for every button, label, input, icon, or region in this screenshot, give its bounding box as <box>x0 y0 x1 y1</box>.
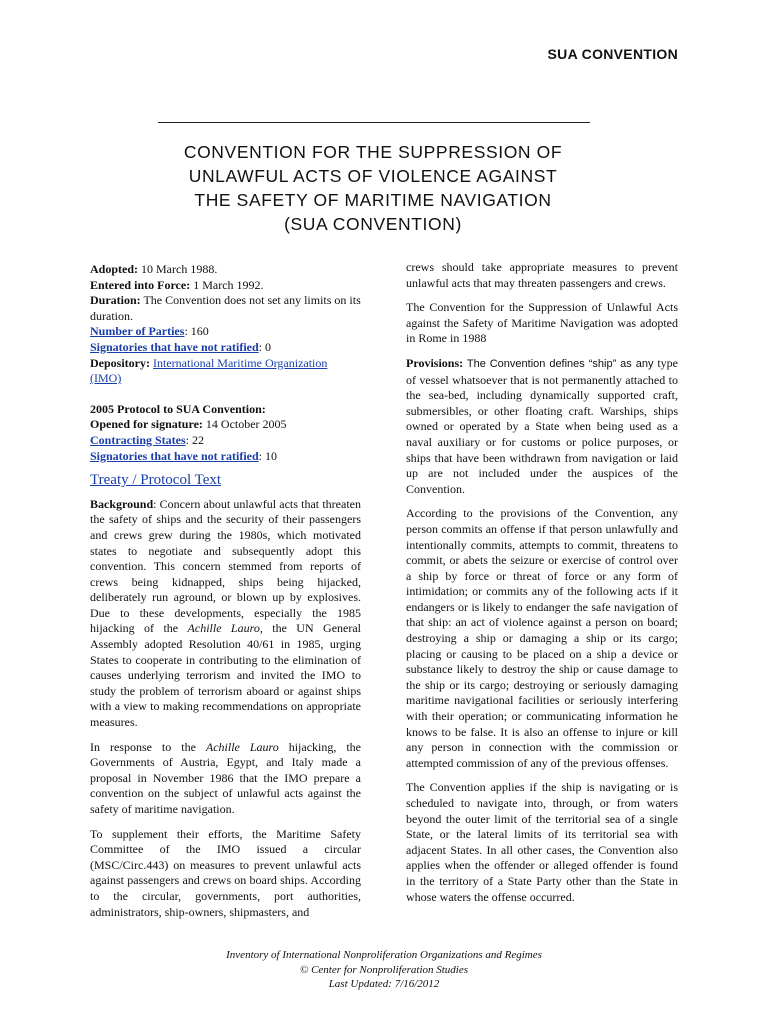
opened-value: 14 October 2005 <box>202 417 287 432</box>
protocol-signatories-row <box>90 449 361 465</box>
left-column <box>90 262 361 929</box>
achille-lauro-1: Achille Lauro <box>187 621 260 636</box>
offense-paragraph: According to the provisions of the Convention, any person commits an offense if that person unlawfully and intentionally commits, attempts to commit, threatens to commit, or abets the seizure or exercise of control over a ship by force or threat of force or any form of intimidation; or commits any of the following acts if it endangers or is likely to endanger the safe navigation of that ship: an act of violence against a person on board; destroying a ship or damaging a ship or its cargo; placing or causing to be placed on a ship a device or substance likely to destroy the ship or cause damage to the ship or its cargo; destroying or seriously damaging maritime navigational facilities or seriously interfering with their operation; or communicating information he knows to be false. It is also an offense to injure or kill any person in connection with the commission or attempted commission of any of the previous offenses. <box>406 506 678 770</box>
right-column <box>406 260 678 914</box>
signatories-value: : 0 <box>258 339 271 354</box>
provisions-text: type of vessel whatsoever that is not permanently attached to the sea-bed, including dynamically supported craft, submersibles, or other floating craft. Warships, ships owned or operated by a State when being used as a naval auxiliary or for customs or police purposes, or ships that have been withdrawn from navigation or laid up are not included under the auspices of the Convention. <box>406 355 678 496</box>
title-line-2: UNLAWFUL ACTS OF VIOLENCE AGAINST <box>188 166 558 186</box>
depository-row <box>90 356 361 387</box>
entered-row <box>90 278 361 294</box>
achille-lauro-2: Achille Lauro <box>205 739 279 754</box>
background-paragraph <box>90 497 361 731</box>
supplement-paragraph: To supplement their efforts, the Maritime Safety Committee of the IMO issued a circular (MSC/Circ.443) on measures to prevent unlawful acts against passengers and crews on board ships. According to the circular, governments, port authorities, administrators, ship-owners, shipmasters, and <box>90 826 361 919</box>
background-text-1: : Concern about unlawful acts that threaten the safety of ships and the security of their passengers and crews grew during the 1980s, which motivated states to negotiate and subsequently adopt this convention. This concern stemmed from reports of crews being kidnapped, ships being hijacked, deliberately run aground, or blown up by explosives. Due to these developments, especially the 1985 hijacking of the <box>90 496 361 636</box>
opened-row <box>90 417 361 433</box>
duration-label: Duration: <box>90 293 141 308</box>
title-line-3: THE SAFETY OF MARITIME NAVIGATION <box>194 190 552 210</box>
adopted-row <box>90 262 361 278</box>
footer-line-3: Last Updated: 7/16/2012 <box>328 978 440 991</box>
continuation-paragraph: crews should take appropriate measures to prevent unlawful acts that may threaten passengers and crews. <box>406 260 678 290</box>
entered-value: 1 March 1992. <box>190 277 264 292</box>
running-header: SUA CONVENTION <box>547 46 678 62</box>
treaty-text-link[interactable]: Treaty / Protocol Text <box>90 472 222 489</box>
adopted-value: 10 March 1988. <box>138 262 218 276</box>
applies-paragraph: The Convention applies if the ship is navigating or is scheduled to navigate into, through, or from waters beyond the outer limit of the territorial sea of a single State, or the lateral limits of its territorial sea with adjacent States. In all other cases, the Convention also applies when the offender or alleged offender is found in the territory of a State Party other than the State in whose waters the offense occurred. <box>406 780 678 904</box>
protocol-signatories-value: : 10 <box>258 448 277 463</box>
signatories-row <box>90 340 361 356</box>
protocol-signatories-link[interactable]: Signatories that have not ratified <box>90 448 259 463</box>
provisions-paragraph <box>406 356 678 497</box>
provisions-lead: The Convention defines “ship” as any <box>463 357 654 370</box>
adopted-rome-paragraph: The Convention for the Suppression of Unlawful Acts against the Safety of Maritime Navigation was adopted in Rome in 1988 <box>406 300 678 346</box>
response-text-1: In response to the <box>90 739 206 754</box>
response-text-2: hijacking, the Governments of Austria, Egypt, and Italy made a proposal in November 1986 that the IMO prepare a convention on the subject of unlawful acts against the safety of maritime navigation. <box>90 739 361 816</box>
protocol-heading-text: 2005 Protocol to SUA Convention: <box>90 401 266 416</box>
title-rule <box>158 122 590 123</box>
page-footer <box>0 948 768 992</box>
contracting-value: : 22 <box>185 432 204 447</box>
background-label: Background <box>90 496 154 511</box>
number-of-parties-link[interactable]: Number of Parties <box>90 324 185 339</box>
response-paragraph <box>90 740 361 818</box>
adopted-label: Adopted: <box>90 262 139 276</box>
title-line-4: (SUA CONVENTION) <box>284 214 462 234</box>
depository-label: Depository: <box>90 355 150 370</box>
footer-line-2: © Center for Nonproliferation Studies <box>299 963 469 976</box>
depository-link[interactable]: International Maritime Organization (IMO) <box>90 355 328 386</box>
entered-label: Entered into Force: <box>90 277 191 292</box>
document-title <box>150 140 596 236</box>
parties-value: : 160 <box>184 324 209 339</box>
signatories-link[interactable]: Signatories that have not ratified <box>90 339 259 354</box>
protocol-heading <box>90 402 361 418</box>
contracting-row <box>90 433 361 449</box>
duration-value: The Convention does not set any limits on its duration. <box>90 293 361 323</box>
duration-row <box>90 293 361 324</box>
footer-line-1: Inventory of International Nonproliferation Organizations and Regimes <box>226 949 542 961</box>
provisions-label: Provisions: <box>406 355 464 370</box>
title-line-1: CONVENTION FOR THE SUPPRESSION OF <box>183 142 563 162</box>
opened-label: Opened for signature: <box>90 417 203 432</box>
parties-row <box>90 324 361 340</box>
spacer <box>90 387 361 402</box>
contracting-states-link[interactable]: Contracting States <box>90 432 186 447</box>
background-text-2: , the UN General Assembly adopted Resolution 40/61 in 1985, urging States to cooperate in contributing to the elimination of causes underlying terrorism and invited the IMO to study the problem of terrorism aboard or against ships with a view to making recommendations on appropriate measures. <box>90 621 362 730</box>
